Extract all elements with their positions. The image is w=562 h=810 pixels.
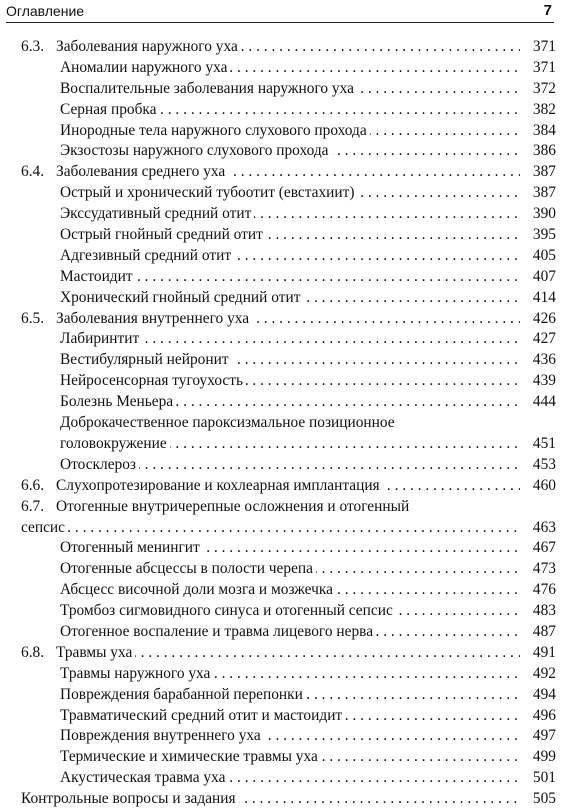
toc-entry-page: 426	[531, 309, 556, 330]
toc-entry-title-line1: Доброкачественное пароксизмальное позиционное	[60, 414, 395, 432]
table-of-contents	[0, 37, 562, 810]
toc-entry[interactable]	[0, 329, 562, 350]
toc-entry-title	[56, 37, 520, 58]
toc-entry-title	[56, 309, 520, 330]
toc-entry[interactable]	[0, 225, 562, 246]
toc-entry-page: 384	[531, 121, 556, 142]
toc-entry-title-text: Повреждения барабанной перепонки	[60, 686, 306, 703]
toc-entry[interactable]	[0, 392, 562, 413]
toc-entry-number: 6.6.	[21, 476, 45, 494]
toc-entry-title	[60, 204, 520, 225]
toc-entry-title-text: Инородные тела наружного слухового прохода	[60, 122, 370, 139]
toc-entry-page: 427	[531, 329, 556, 350]
toc-entry-number: 6.8.	[21, 643, 45, 661]
toc-entry-page: 501	[531, 768, 556, 789]
toc-entry[interactable]	[0, 58, 562, 79]
toc-entry[interactable]	[0, 121, 562, 142]
toc-entry-page: 460	[531, 476, 556, 497]
toc-entry-title	[60, 726, 520, 747]
toc-entry[interactable]	[0, 497, 562, 539]
toc-entry-title-text: Адгезивный средний отит	[60, 247, 234, 264]
toc-entry-title-text: Вестибулярный нейронит	[60, 351, 232, 368]
toc-entry-number: 6.7.	[21, 497, 45, 515]
toc-entry-page: 387	[531, 183, 556, 204]
toc-entry-page: 487	[531, 622, 556, 643]
toc-entry[interactable]	[0, 706, 562, 727]
toc-entry-page: 491	[531, 643, 556, 664]
toc-entry-page: 494	[531, 685, 556, 706]
toc-entry-title	[60, 100, 520, 121]
toc-entry-title	[60, 455, 520, 476]
toc-entry-title	[60, 706, 520, 727]
toc-entry-title	[60, 267, 520, 288]
toc-entry-page: 476	[531, 580, 556, 601]
toc-entry[interactable]	[0, 580, 562, 601]
toc-entry-title	[60, 768, 520, 789]
toc-entry-title-text: Отогенное воспаление и травма лицевого нерва	[60, 623, 376, 640]
toc-entry-title	[60, 58, 520, 79]
toc-entry-title-text: Нейросенсорная тугоухость	[60, 372, 246, 389]
toc-entry-title-text: Экзостозы наружного слухового прохода	[60, 142, 332, 159]
toc-entry-title	[60, 601, 520, 622]
toc-entry-title	[60, 225, 520, 246]
toc-entry-title-text: Хронический гнойный средний отит	[60, 289, 303, 306]
toc-entry[interactable]	[0, 622, 562, 643]
toc-entry[interactable]	[0, 141, 562, 162]
toc-entry-page: 505	[531, 789, 556, 810]
toc-entry[interactable]	[0, 350, 562, 371]
toc-entry-title-text: Отогенный менингит	[60, 539, 203, 556]
toc-entry-title	[60, 79, 520, 100]
toc-entry[interactable]	[0, 747, 562, 768]
toc-entry-title	[60, 392, 520, 413]
toc-entry[interactable]	[0, 768, 562, 789]
toc-entry-title-text: Травматический средний отит и мастоидит	[60, 707, 345, 724]
toc-entry-page: 371	[531, 37, 556, 58]
toc-entry[interactable]	[0, 726, 562, 747]
toc-entry-title	[56, 476, 520, 497]
page-number: 7	[543, 2, 552, 19]
toc-entry-title-text: Заболевания среднего уха	[56, 163, 228, 180]
toc-entry-page: 414	[531, 288, 556, 309]
toc-entry-title-text: Акустическая травма уха	[60, 769, 228, 786]
toc-entry[interactable]	[0, 643, 562, 664]
toc-entry-page: 499	[531, 747, 556, 768]
toc-entry-title	[60, 664, 520, 685]
toc-entry-title-text: Аномалии наружного уха	[60, 59, 230, 76]
toc-entry-page: 492	[531, 664, 556, 685]
toc-entry-page: 372	[531, 79, 556, 100]
running-header-title: Оглавление	[6, 3, 85, 19]
toc-entry[interactable]	[0, 601, 562, 622]
toc-entry-title	[60, 538, 520, 559]
toc-entry-page: 473	[531, 559, 556, 580]
toc-entry-title-text: Термические и химические травмы уха	[60, 748, 321, 765]
toc-entry-page: 439	[531, 371, 556, 392]
toc-entry-title-text: Повреждения внутреннего уха	[60, 727, 264, 744]
toc-entry-page: 453	[531, 455, 556, 476]
toc-entry-page: 387	[531, 162, 556, 183]
toc-entry-page: 436	[531, 350, 556, 371]
toc-entry-title-text: Лабиринтит	[60, 330, 142, 347]
toc-entry-page: 395	[531, 225, 556, 246]
toc-entry[interactable]	[0, 79, 562, 100]
toc-entry-title	[60, 288, 520, 309]
toc-entry[interactable]	[0, 559, 562, 580]
toc-entry-title	[60, 350, 520, 371]
toc-entry-title	[60, 183, 520, 204]
toc-entry-title-text: Травмы уха	[56, 644, 135, 661]
toc-entry[interactable]	[0, 267, 562, 288]
toc-entry-page: 386	[531, 141, 556, 162]
toc-entry-title-text: Контрольные вопросы и задания	[21, 790, 239, 807]
toc-entry[interactable]	[0, 37, 562, 58]
toc-entry-title	[56, 643, 520, 664]
running-header	[6, 0, 554, 23]
toc-entry-title	[60, 580, 520, 601]
toc-entry-page: 496	[531, 706, 556, 727]
toc-entry-title-line2: головокружение	[60, 435, 170, 452]
toc-entry[interactable]	[0, 309, 562, 330]
toc-entry[interactable]	[0, 288, 562, 309]
toc-entry[interactable]	[0, 183, 562, 204]
toc-entry-number: 6.3.	[21, 38, 45, 55]
toc-entry-title	[60, 246, 520, 267]
toc-entry[interactable]	[0, 538, 562, 559]
toc-entry-title	[60, 371, 520, 392]
toc-entry-title	[56, 162, 520, 183]
toc-entry[interactable]	[0, 476, 562, 497]
toc-entry-page: 405	[531, 246, 556, 267]
toc-entry-title-text: Мастоидит	[60, 268, 136, 285]
toc-entry-title-text: Воспалительные заболевания наружного уха	[60, 80, 357, 97]
toc-entry-page: 444	[531, 392, 556, 413]
toc-entry-title-text: Отогенные абсцессы в полости черепа	[60, 560, 316, 577]
toc-entry-title-text: Острый и хронический тубоотит (евстахиит)	[60, 184, 358, 201]
toc-entry-title-line2: сепсис	[21, 519, 68, 536]
toc-entry-title-line1: Отогенные внутричерепные осложнения и отогенный	[56, 497, 410, 515]
toc-entry[interactable]	[0, 100, 562, 121]
toc-entry-title-text: Заболевания внутреннего уха	[56, 310, 252, 327]
toc-entry-title	[60, 685, 520, 706]
toc-entry-title-text: Тромбоз сигмовидного синуса и отогенный сепсис	[60, 602, 396, 619]
toc-entry[interactable]	[0, 455, 562, 476]
toc-entry-title	[60, 747, 520, 768]
toc-entry-page: 463	[531, 518, 556, 539]
toc-entry-title	[60, 413, 520, 455]
toc-entry-page: 371	[531, 58, 556, 79]
toc-entry[interactable]	[0, 371, 562, 392]
toc-entry-title-text: Отосклероз	[60, 456, 139, 473]
toc-entry-title-text: Острый гнойный средний отит	[60, 226, 266, 243]
toc-entry-title-text: Экссудативный средний отит	[60, 205, 254, 222]
toc-entry[interactable]	[0, 204, 562, 225]
toc-entry[interactable]	[0, 664, 562, 685]
toc-entry[interactable]	[0, 413, 562, 455]
toc-entry-title-text: Слухопротезирование и кохлеарная имплантация	[56, 477, 383, 494]
toc-entry-title-text: Заболевания наружного уха	[56, 38, 241, 55]
toc-entry-page: 467	[531, 538, 556, 559]
toc-entry[interactable]	[0, 162, 562, 183]
toc-entry-number: 6.4.	[21, 163, 45, 181]
toc-entry[interactable]	[0, 246, 562, 267]
toc-entry-title-text: Серная пробка	[60, 101, 160, 118]
toc-entry[interactable]	[0, 685, 562, 706]
toc-entry-title	[60, 622, 520, 643]
toc-entry-title-text: Болезнь Меньера	[60, 393, 176, 410]
toc-entry-title	[60, 559, 520, 580]
toc-entry-page: 483	[531, 601, 556, 622]
toc-entry-page: 382	[531, 100, 556, 121]
toc-entry-title	[60, 141, 520, 162]
toc-entry-title	[60, 329, 520, 350]
toc-entry-title-text: Абсцесс височной доли мозга и мозжечка	[60, 581, 336, 598]
toc-entry-page: 497	[531, 726, 556, 747]
toc-entry-title	[60, 121, 520, 142]
toc-entry-title-text: Травмы наружного уха	[60, 665, 213, 682]
toc-entry-page: 390	[531, 204, 556, 225]
toc-entry-page: 407	[531, 267, 556, 288]
toc-entry-number: 6.5.	[21, 309, 45, 327]
toc-entry-page: 451	[531, 434, 556, 455]
